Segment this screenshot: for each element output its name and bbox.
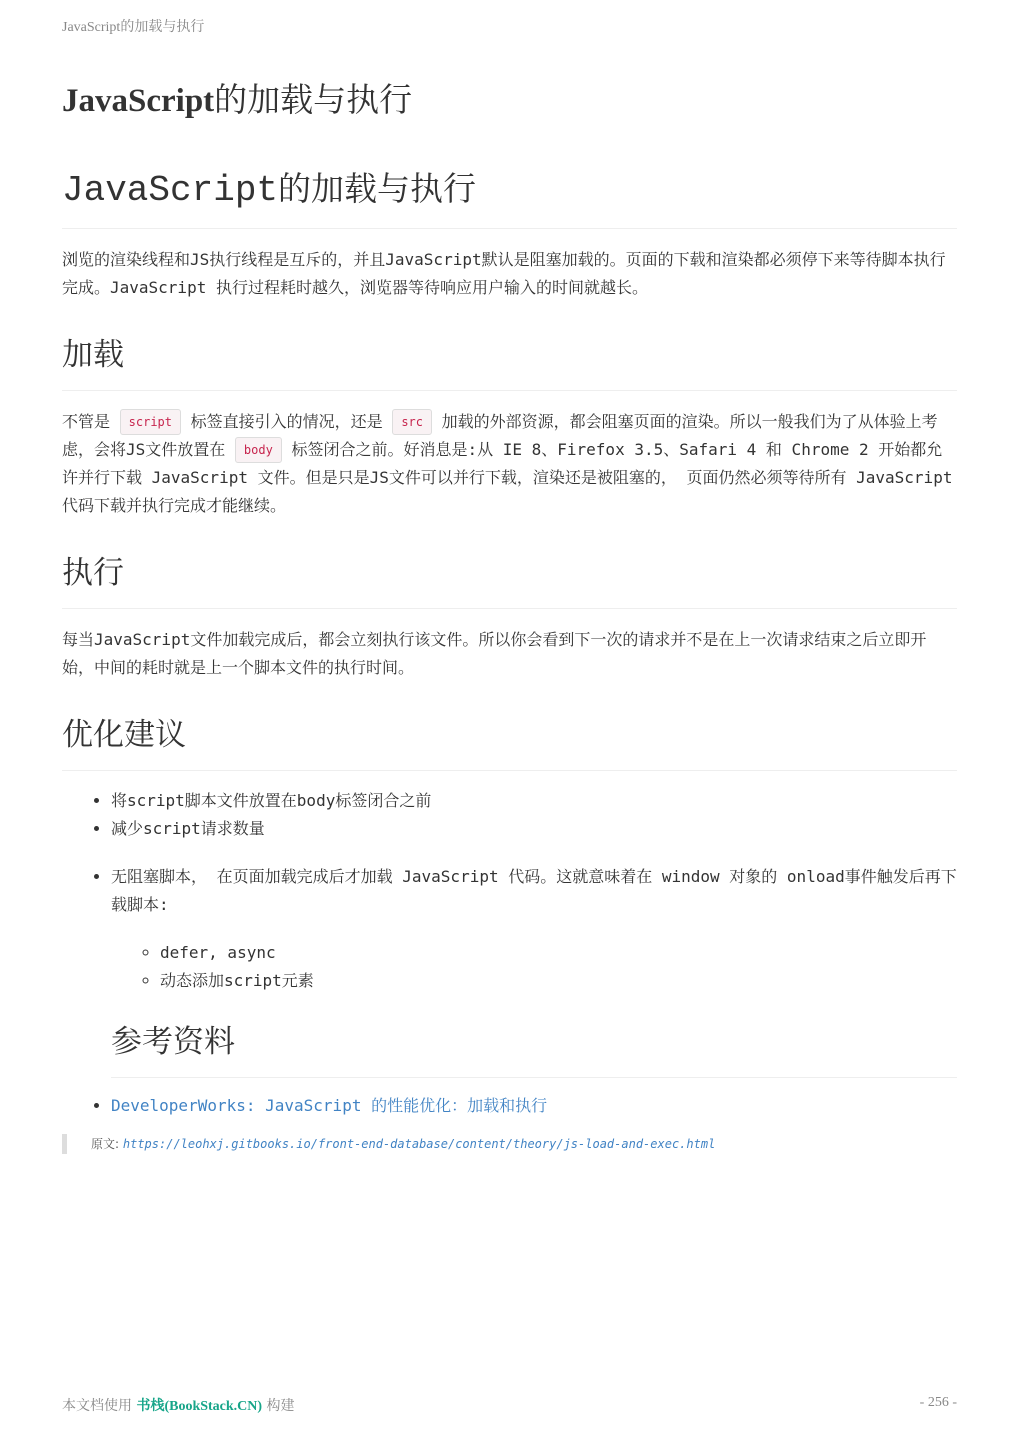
inline-code-src: src: [392, 409, 432, 435]
running-header: JavaScript的加载与执行: [62, 20, 205, 35]
section-heading-load: 加载: [62, 332, 957, 391]
footer-brand-link[interactable]: 书栈(BookStack.CN): [136, 1399, 263, 1414]
document-title: [62, 78, 412, 123]
load-text-4: 标签闭合之前。好消息是:从 IE 8、Firefox 3.5、Safari 4 和 Chrome 2 开始都允许并行下载 JavaScript 文件。但是只是JS文件可以并行下载，渲染还是被阻塞的， 页面仍然必须等待所有 JavaScript 代码下载并执行完成才能继续。: [62, 440, 953, 515]
inline-code-body: body: [235, 437, 282, 463]
reference-list: [62, 1092, 957, 1120]
sub-list-item: ◦ defer, async: [160, 939, 957, 967]
sub-list-item: ◦ 动态添加script元素: [160, 967, 957, 995]
source-blockquote: [62, 1134, 957, 1154]
footer-prefix: 本文档使用: [62, 1398, 132, 1414]
source-label: 原文:: [91, 1137, 120, 1151]
article-heading: [62, 164, 957, 229]
load-paragraph: [62, 408, 957, 520]
optimization-list: [62, 787, 957, 1078]
list-item-text: 无阻塞脚本， 在页面加载完成后才加载 JavaScript 代码。这就意味着在 window 对象的 onload事件触发后再下载脚本:: [111, 867, 957, 914]
source-url-link[interactable]: https://leohxj.gitbooks.io/front-end-database/content/theory/js-load-and-exec.html: [122, 1137, 716, 1151]
section-heading-optimization: 优化建议: [62, 712, 957, 771]
load-text-2: 标签直接引入的情况，还是: [190, 412, 383, 431]
list-item: • 将script脚本文件放置在body标签闭合之前: [111, 787, 957, 815]
load-text-3: 加载的外部资源，都会阻塞页面的渲染。所以一般我们为了从体验上考虑，会将JS文件放置在: [62, 412, 938, 459]
section-heading-references: 参考资料: [111, 1019, 957, 1078]
list-item-nonblocking: [111, 863, 957, 1078]
footer-credit: [62, 1395, 295, 1415]
article-heading-cn: 的加载与执行: [278, 169, 477, 208]
document-title-latin: JavaScript: [62, 83, 215, 119]
page-number: - 256 -: [919, 1395, 957, 1410]
intro-paragraph: 浏览的渲染线程和JS执行线程是互斥的，并且JavaScript默认是阻塞加载的。页面的下载和渲染都必须停下来等待脚本执行完成。JavaScript 执行过程耗时越久，浏览器等待响应用户输入的时间就越长。: [62, 250, 946, 297]
footer-suffix: 构建: [266, 1398, 295, 1414]
document-title-cn: 的加载与执行: [214, 80, 413, 119]
nonblocking-sublist: [111, 939, 957, 995]
list-item: • 减少script请求数量: [111, 815, 957, 843]
exec-paragraph: 每当JavaScript文件加载完成后，都会立刻执行该文件。所以你会看到下一次的请求并不是在上一次请求结束之后立即开始，中间的耗时就是上一个脚本文件的执行时间。: [62, 630, 927, 677]
reference-item: [111, 1092, 957, 1120]
reference-link-developerworks[interactable]: DeveloperWorks: JavaScript 的性能优化：加载和执行: [111, 1096, 548, 1115]
article-body: [62, 164, 957, 1154]
load-text-1: 不管是: [62, 412, 111, 431]
inline-code-script: script: [120, 409, 181, 435]
article-heading-latin: JavaScript: [62, 170, 279, 211]
section-heading-exec: 执行: [62, 550, 957, 609]
